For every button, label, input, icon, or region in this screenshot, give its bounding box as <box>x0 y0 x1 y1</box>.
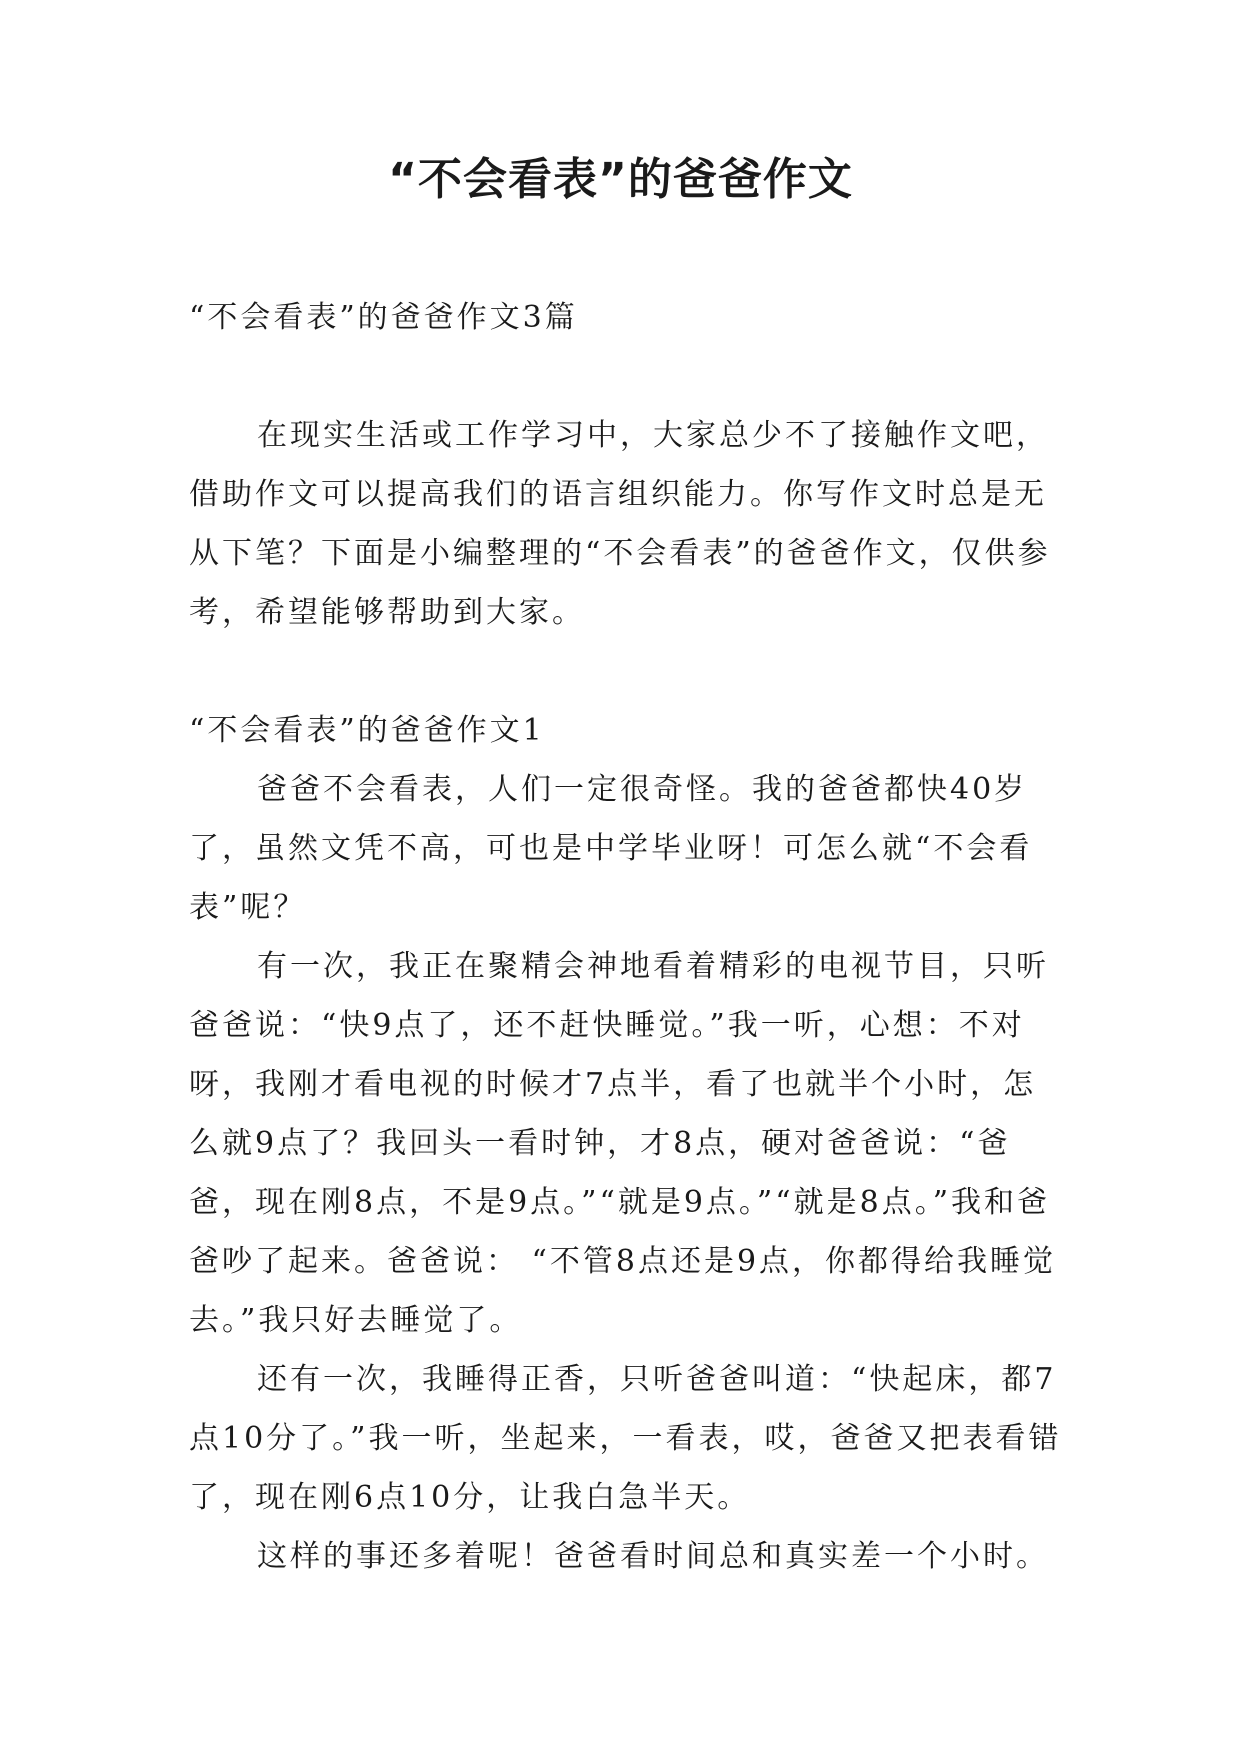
body-paragraph-1: 爸爸不会看表，人们一定很奇怪。我的爸爸都快40岁了，虽然文凭不高，可也是中学毕业呀！可怎么就“不会看表”呢？ <box>189 772 1033 925</box>
body-paragraph-4: 这样的事还多着呢！爸爸看时间总和真实差一个小时。 <box>257 1539 1049 1574</box>
document-body <box>189 288 1069 1586</box>
document-subtitle: “不会看表”的爸爸作文3篇 <box>189 300 578 335</box>
intro-paragraph: 在现实生活或工作学习中，大家总少不了接触作文吧，借助作文可以提高我们的语言组织能力。你写作文时总是无从下笔？下面是小编整理的“不会看表”的爸爸作文，仅供参考，希望能够帮助到大家。 <box>189 418 1051 630</box>
section-heading: “不会看表”的爸爸作文1 <box>189 713 545 748</box>
document-title: “不会看表”的爸爸作文 <box>388 154 853 205</box>
body-paragraph-2: 有一次，我正在聚精会神地看着精彩的电视节目，只听爸爸说：“快9点了，还不赶快睡觉。”我一听，心想：不对呀，我刚才看电视的时候才7点半，看了也就半个小时，怎么就9点了？我回头一看时钟，才8点，硬对爸爸说：“爸爸，现在刚8点，不是9点。”“就是9点。”“就是8点。”我和爸爸吵了起来。爸爸说： “不管8点还是9点，你都得给我睡觉去。”我只好去睡觉了。 <box>189 949 1057 1338</box>
body-paragraph-3: 还有一次，我睡得正香，只听爸爸叫道：“快起床，都7点10分了。”我一听，坐起来，一看表，哎，爸爸又把表看错了，现在刚6点10分，让我白急半天。 <box>189 1362 1062 1515</box>
